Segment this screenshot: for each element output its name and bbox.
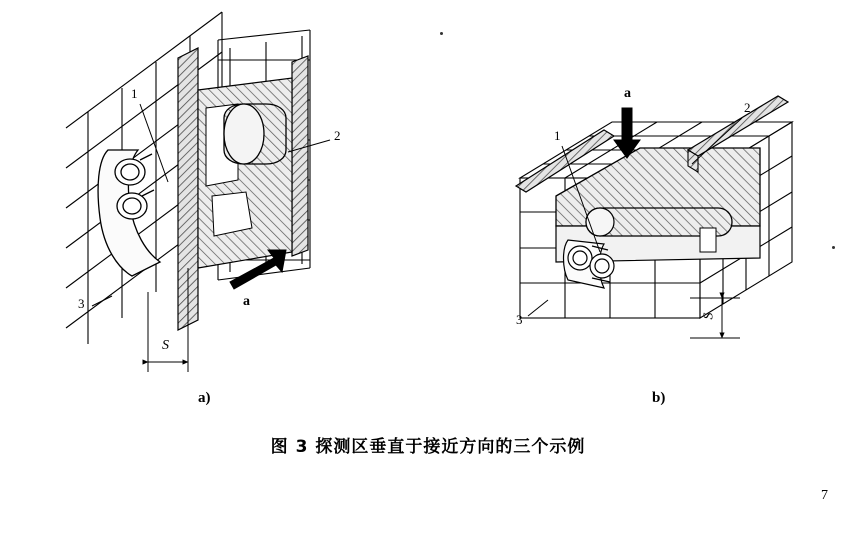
figure-caption: 图 3 探测区垂直于接近方向的三个示例 xyxy=(270,437,586,457)
roller-cylinder-left xyxy=(224,104,286,164)
callout-1-left: 1 xyxy=(131,86,138,101)
distance-label-left: S xyxy=(162,338,169,353)
callout-3-left: 3 xyxy=(78,296,85,311)
callout-1-right: 1 xyxy=(554,128,561,143)
machine-frame-post-right xyxy=(292,56,308,256)
scan-speck xyxy=(832,246,835,249)
subfigure-label-a: a) xyxy=(198,390,211,406)
inner-detail-right xyxy=(700,228,716,252)
distance-label-right: S xyxy=(701,312,717,320)
approach-label-left: a xyxy=(243,294,250,309)
callout-3-right: 3 xyxy=(516,312,523,327)
callout-2-right: 2 xyxy=(744,100,751,115)
page-number: 7 xyxy=(821,488,828,503)
scan-speck xyxy=(440,32,443,35)
approach-label-right: a xyxy=(624,86,631,101)
callout-2-left: 2 xyxy=(334,128,341,143)
subfigure-label-b: b) xyxy=(652,390,666,406)
subfigure-a-drawing xyxy=(66,10,330,392)
